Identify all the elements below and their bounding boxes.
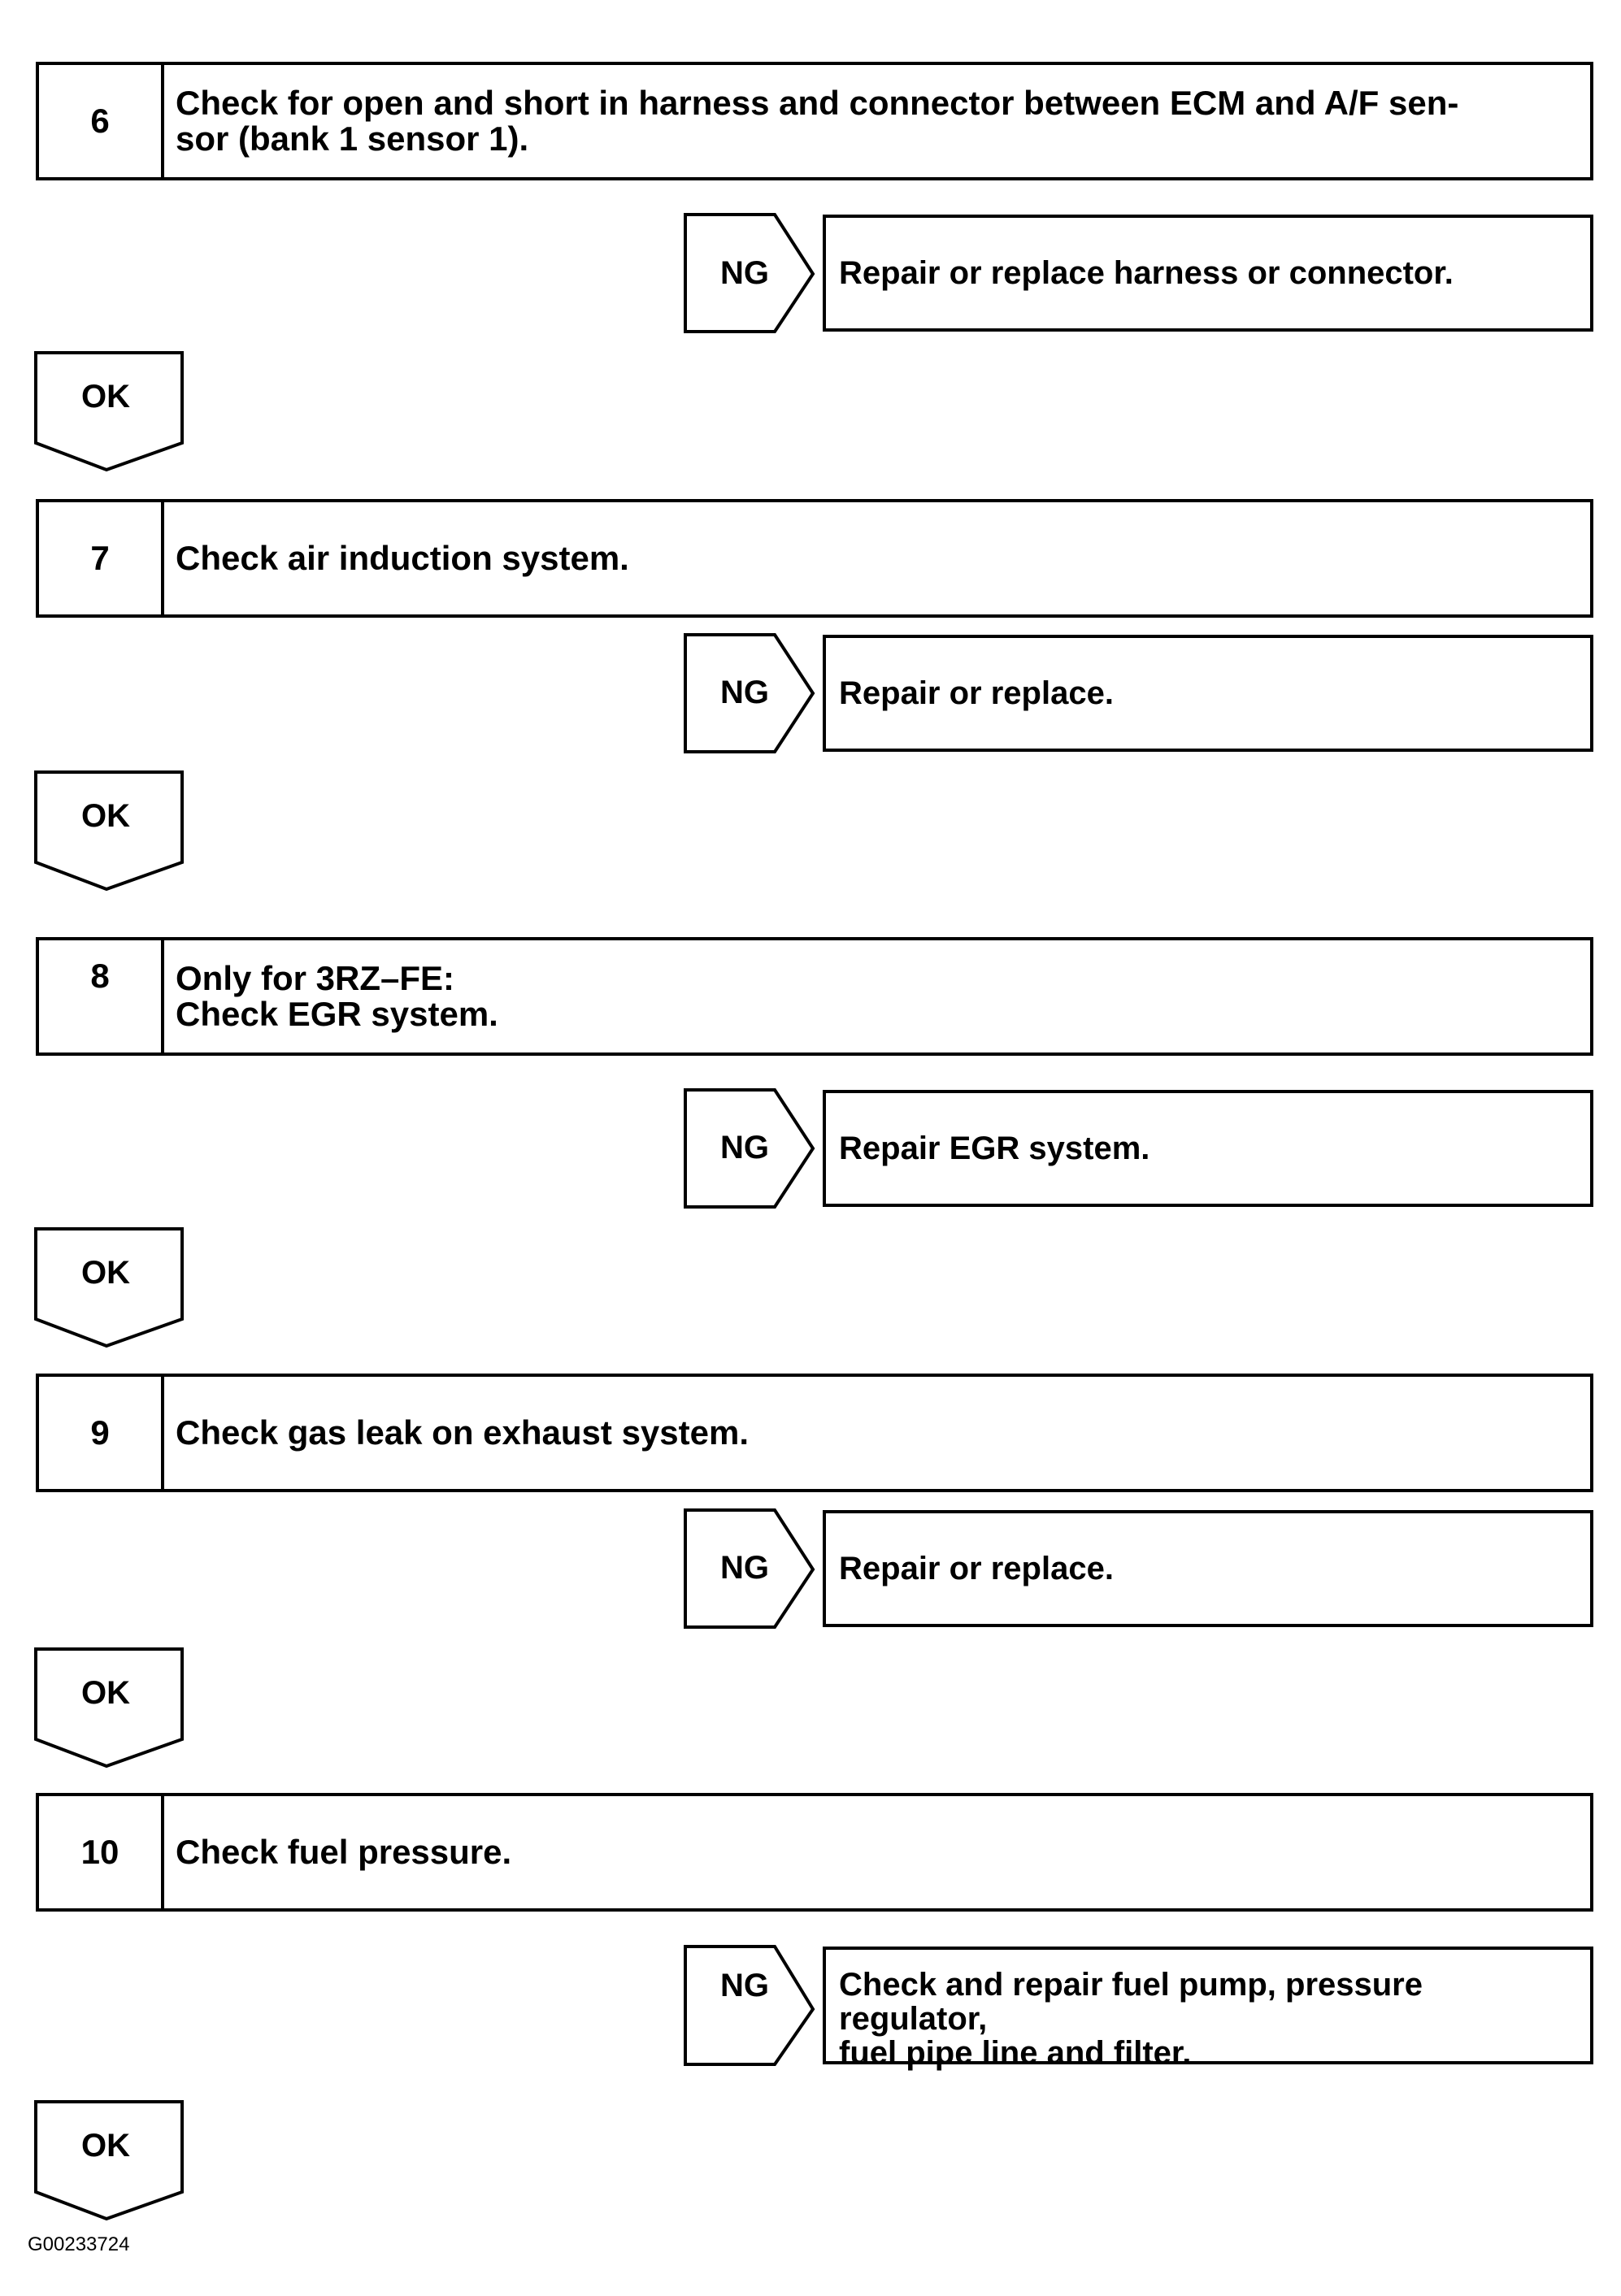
ng-action-box-10	[823, 1947, 1593, 2071]
ng-action-text: Repair or replace.	[839, 1551, 1114, 1586]
step-box-7	[36, 499, 1593, 618]
step-number: 10	[39, 1796, 164, 1908]
ok-label-7: OK	[81, 798, 130, 834]
step-box-10	[36, 1793, 1593, 1912]
step-text-line: Check fuel pressure.	[176, 1833, 512, 1871]
step-box-6	[36, 62, 1593, 180]
ng-label-9: NG	[720, 1550, 769, 1586]
step-text	[176, 940, 1574, 1053]
step-number: 7	[39, 502, 164, 614]
ng-pointer-10	[685, 1947, 813, 2064]
step-number: 6	[39, 65, 164, 177]
step-text-line: Check air induction system.	[176, 539, 629, 577]
ng-action-text: Repair EGR system.	[839, 1131, 1150, 1166]
ng-action-text: Repair or replace.	[839, 675, 1114, 711]
ng-action-text: Check and repair fuel pump, pressure regulator,	[839, 1967, 1423, 2037]
step-number: 9	[39, 1377, 164, 1489]
ng-action-box-9	[823, 1510, 1593, 1627]
step-text	[176, 1377, 1574, 1489]
step-text	[176, 1796, 1574, 1908]
ng-label-10: NG	[720, 1968, 769, 2003]
step-box-9	[36, 1374, 1593, 1492]
ok-label-6: OK	[81, 379, 130, 414]
ng-action-box-6	[823, 215, 1593, 332]
ok-label-9: OK	[81, 1675, 130, 1711]
step-text-line: Only for 3RZ–FE:	[176, 959, 455, 997]
step-box-8	[36, 937, 1593, 1056]
ng-action-text: fuel pipe line and filter.	[839, 2035, 1192, 2071]
ng-label-7: NG	[720, 675, 769, 710]
figure-id: G00233724	[28, 2233, 130, 2255]
ng-action-box-7	[823, 635, 1593, 752]
ng-action-box-8	[823, 1090, 1593, 1207]
step-text-line: Check for open and short in harness and connector between ECM and A/F sen-	[176, 84, 1459, 122]
step-number: 8	[39, 940, 164, 1053]
ng-label-6: NG	[720, 255, 769, 291]
step-text-line: sor (bank 1 sensor 1).	[176, 119, 529, 158]
ok-label-10: OK	[81, 2128, 130, 2164]
step-text	[176, 65, 1574, 177]
step-text-line: Check gas leak on exhaust system.	[176, 1413, 749, 1452]
ng-label-8: NG	[720, 1130, 769, 1165]
ng-action-text: Repair or replace harness or connector.	[839, 255, 1454, 291]
step-text	[176, 502, 1574, 614]
ok-label-8: OK	[81, 1255, 130, 1291]
step-text-line: Check EGR system.	[176, 995, 498, 1033]
